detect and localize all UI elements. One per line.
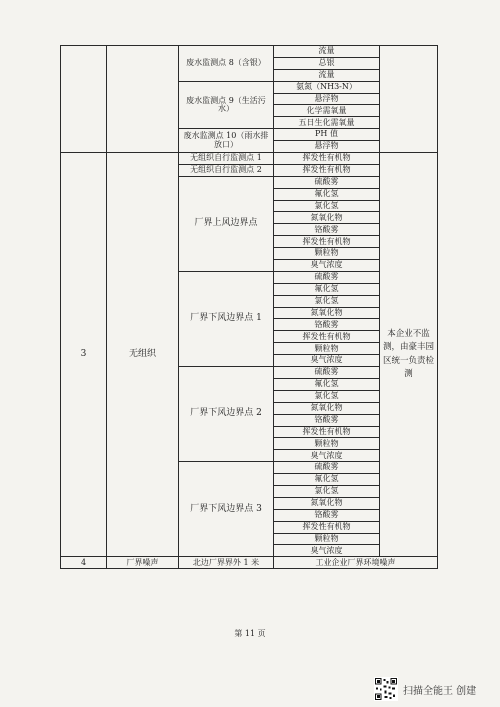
monitor-point: 无组织自行监测点 1 — [179, 153, 274, 165]
monitor-item: 挥发性有机物 — [274, 236, 380, 248]
monitor-item: 颗粒物 — [274, 343, 380, 355]
monitor-item: 氟化氢 — [274, 474, 380, 486]
monitor-item: 挥发性有机物 — [274, 164, 380, 176]
monitor-item: 氯化氢 — [274, 200, 380, 212]
monitor-item: 臭气浓度 — [274, 545, 380, 557]
scanner-label: 扫描全能王 创建 — [403, 685, 477, 697]
monitor-item: 挥发性有机物 — [274, 153, 380, 165]
monitor-item: 氮氧化物 — [274, 402, 380, 414]
monitor-item: 氟化氢 — [274, 378, 380, 390]
monitor-item: 氯化氢 — [274, 390, 380, 402]
qr-code-icon — [374, 677, 398, 701]
monitor-item: 挥发性有机物 — [274, 426, 380, 438]
monitor-item: 流量 — [274, 46, 380, 58]
monitor-item: 臭气浓度 — [274, 450, 380, 462]
section-number: 3 — [61, 153, 107, 557]
monitor-point: 厂界下风边界点 2 — [179, 367, 274, 462]
monitor-point: 北边厂界界外 1 米 — [179, 557, 274, 569]
monitor-item: 流量 — [274, 69, 380, 81]
scanner-watermark — [374, 677, 476, 701]
monitor-item: 铬酸雾 — [274, 224, 380, 236]
monitor-item: 颗粒物 — [274, 248, 380, 260]
monitor-item: 铬酸雾 — [274, 319, 380, 331]
monitor-item: 氮氧化物 — [274, 497, 380, 509]
monitor-item: 化学需氧量 — [274, 105, 380, 117]
monitor-item: 工业企业厂界环境噪声 — [274, 557, 438, 569]
monitor-item: 氮氧化物 — [274, 307, 380, 319]
monitor-point: 废水监测点 10（雨水排放口） — [179, 129, 274, 153]
monitor-item: 氨氮（NH3-N） — [274, 81, 380, 93]
monitor-item: 悬浮物 — [274, 141, 380, 153]
monitor-point: 废水监测点 9（生活污水） — [179, 81, 274, 129]
monitor-item: PH 值 — [274, 129, 380, 141]
table-row — [61, 153, 438, 165]
no-cell-continued — [61, 46, 107, 153]
monitor-item: 氟化氢 — [274, 283, 380, 295]
table-row — [61, 46, 438, 58]
monitor-item: 臭气浓度 — [274, 355, 380, 367]
monitor-item: 氮氧化物 — [274, 212, 380, 224]
monitor-item: 氟化氢 — [274, 188, 380, 200]
monitor-item: 硫酸雾 — [274, 367, 380, 379]
monitor-item: 挥发性有机物 — [274, 331, 380, 343]
monitor-item: 挥发性有机物 — [274, 521, 380, 533]
monitor-item: 硫酸雾 — [274, 176, 380, 188]
monitor-item: 铬酸雾 — [274, 414, 380, 426]
table-row — [61, 557, 438, 569]
note-cell-continued — [380, 46, 438, 153]
monitor-point: 无组织自行监测点 2 — [179, 164, 274, 176]
monitor-item: 颗粒物 — [274, 438, 380, 450]
monitoring-table — [60, 45, 438, 569]
monitor-item: 氯化氢 — [274, 485, 380, 497]
monitor-item: 总银 — [274, 57, 380, 69]
monitor-item: 硫酸雾 — [274, 462, 380, 474]
monitor-item: 臭气浓度 — [274, 260, 380, 272]
monitor-item: 氯化氢 — [274, 295, 380, 307]
monitor-item: 硫酸雾 — [274, 271, 380, 283]
section-number: 4 — [61, 557, 107, 569]
monitor-point: 厂界下风边界点 1 — [179, 271, 274, 366]
monitor-point: 厂界上风边界点 — [179, 176, 274, 271]
responsibility-note: 本企业不监测，由豪丰园区统一负责检测 — [380, 153, 438, 557]
monitor-point: 厂界下风边界点 3 — [179, 462, 274, 557]
monitor-point: 废水监测点 8（含银） — [179, 46, 274, 82]
monitor-item: 铬酸雾 — [274, 509, 380, 521]
monitor-item: 悬浮物 — [274, 93, 380, 105]
page-number: 第 11 页 — [234, 629, 266, 638]
section-category: 厂界噪声 — [107, 557, 179, 569]
category-cell-continued — [107, 46, 179, 153]
monitor-item: 颗粒物 — [274, 533, 380, 545]
section-category: 无组织 — [107, 153, 179, 557]
monitor-item: 五日生化需氧量 — [274, 117, 380, 129]
